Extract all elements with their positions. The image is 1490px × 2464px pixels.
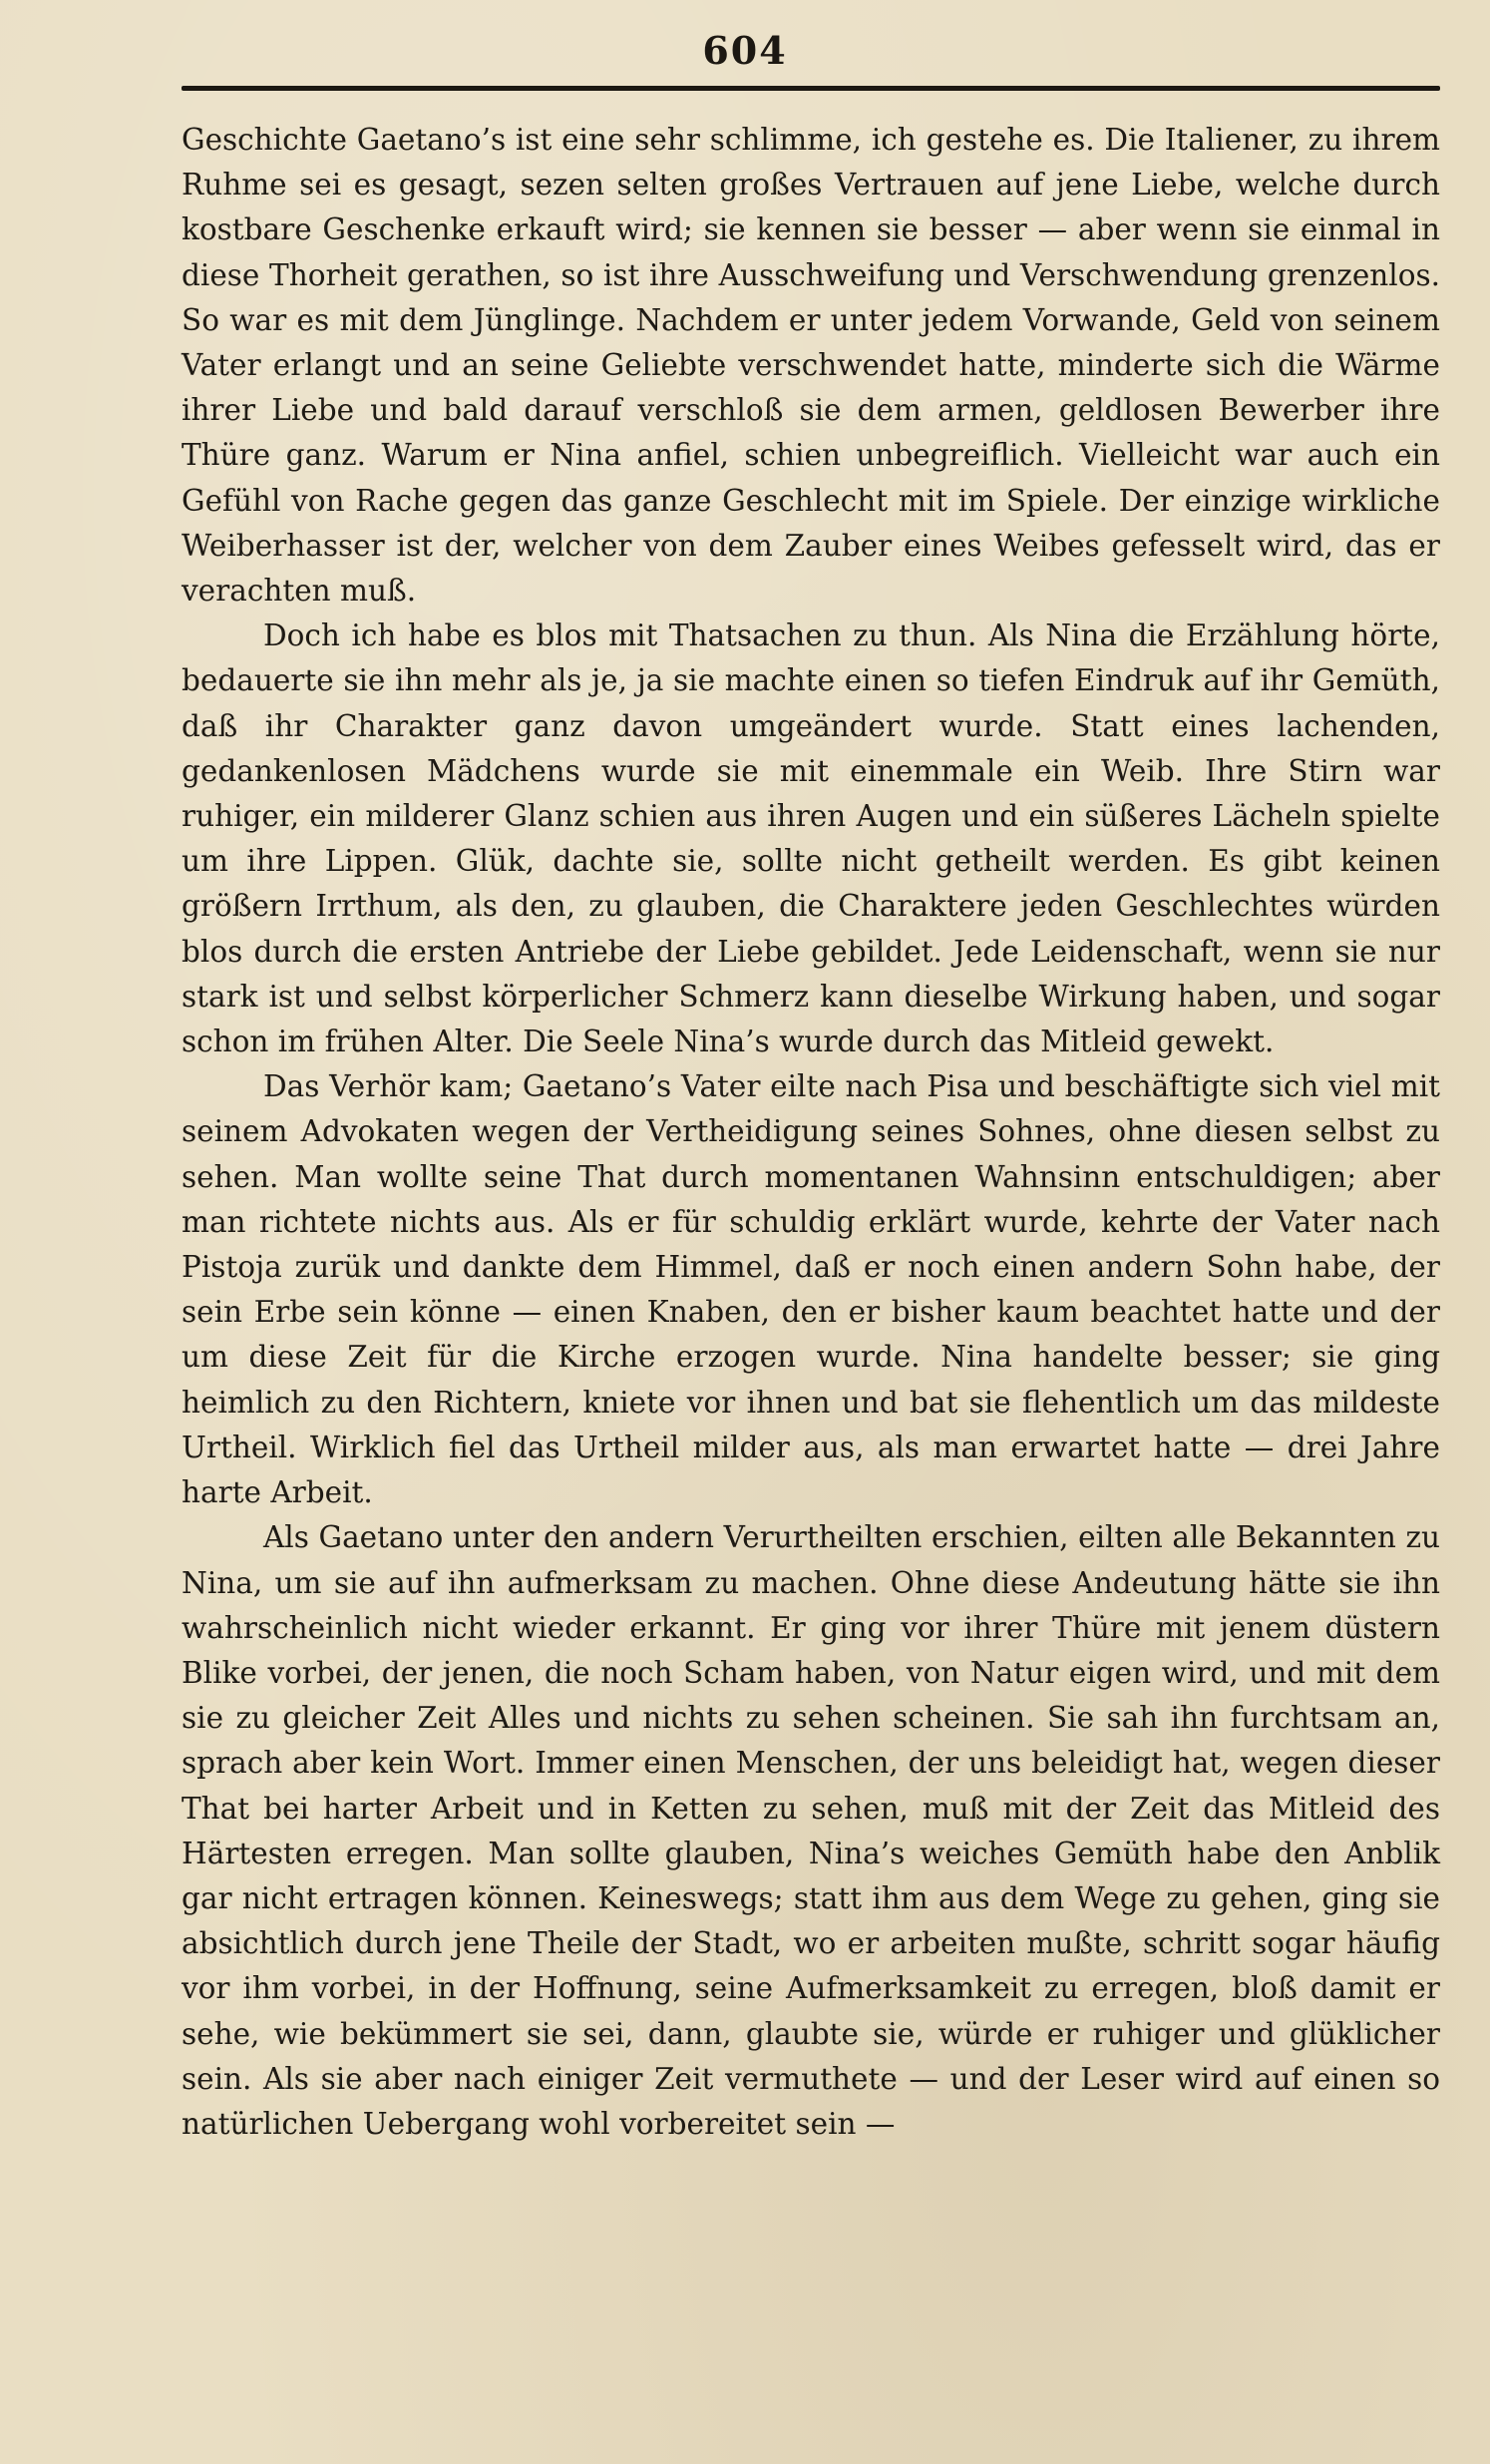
paragraph: Das Verhör kam; Gaetano’s Vater eilte nach Pisa und beschäftigte sich viel mit seinem Advokaten wegen der Vertheidigung seines Sohnes, ohne diesen selbst zu sehen. Man wollte seine That durch momentanen Wahnsinn entschuldigen; aber man richtete nichts aus. Als er für schuldig erklärt wurde, kehrte der Vater nach Pistoja zurük und dankte dem Himmel, daß er noch einen andern Sohn habe, der sein Erbe sein könne — einen Knaben, den er bisher kaum beachtet hatte und der um diese Zeit für die Kirche erzogen wurde. Nina handelte besser; sie ging heimlich zu den Richtern, kniete vor ihnen und bat sie flehentlich um das mildeste Urtheil. Wirklich fiel das Urtheil milder aus, als man erwartet hatte — drei Jahre harte Arbeit.	[182, 1069, 1440, 1510]
page-number: 604	[702, 28, 788, 73]
paragraph: Als Gaetano unter den andern Verurtheilten erschien, eilten alle Bekannten zu Nina, um sie auf ihn aufmerksam zu machen. Ohne diese Andeutung hätte sie ihn wahrscheinlich nicht wieder erkannt. Er ging vor ihrer Thüre mit jenem düstern Blike vorbei, der jenen, die noch Scham haben, von Natur eigen wird, und mit dem sie zu gleicher Zeit Alles und nichts zu sehen scheinen. Sie sah ihn furchtsam an, sprach aber kein Wort. Immer einen Menschen, der uns beleidigt hat, wegen dieser That bei harter Arbeit und in Ketten zu sehen, muß mit der Zeit das Mitleid des Härtesten erregen. Man sollte glauben, Nina’s weiches Gemüth habe den Anblik gar nicht ertragen können. Keineswegs; statt ihm aus dem Wege zu gehen, ging sie absichtlich durch jene Theile der Stadt, wo er arbeiten mußte, schritt sogar häufig vor ihm vorbei, in der Hoffnung, seine Aufmerksamkeit zu erregen, bloß damit er sehe, wie bekümmert sie sei, dann, glaubte sie, würde er ruhiger und glüklicher sein. Als sie aber nach einiger Zeit vermuthete — und der Leser wird auf einen so natürlichen Uebergang wohl vorbereitet sein —	[182, 1520, 1440, 2141]
paragraph: Doch ich habe es blos mit Thatsachen zu thun. Als Nina die Erzählung hörte, bedauerte sie ihn mehr als je, ja sie machte einen so tiefen Eindruk auf ihr Gemüth, daß ihr Charakter ganz davon umgeändert wurde. Statt eines lachenden, gedankenlosen Mädchens wurde sie mit einemmale ein Weib. Ihre Stirn war ruhiger, ein milderer Glanz schien aus ihren Augen und ein süßeres Lächeln spielte um ihre Lippen. Glük, dachte sie, sollte nicht getheilt werden. Es gibt keinen größern Irrthum, als den, zu glauben, die Charaktere jeden Geschlechtes würden blos durch die ersten Antriebe der Liebe gebildet. Jede Leidenschaft, wenn sie nur stark ist und selbst körperlicher Schmerz kann dieselbe Wirkung haben, und sogar schon im frühen Alter. Die Seele Nina’s wurde durch das Mitleid gewekt.	[182, 618, 1440, 1059]
header-rule	[182, 86, 1440, 91]
body-text	[182, 118, 1440, 2147]
paragraph: Geschichte Gaetano’s ist eine sehr schlimme, ich gestehe es. Die Italiener, zu ihrem Ruhme sei es gesagt, sezen selten großes Vertrauen auf jene Liebe, welche durch kostbare Geschenke erkauft wird; sie kennen sie besser — aber wenn sie einmal in diese Thorheit gerathen, so ist ihre Ausschweifung und Verschwendung grenzenlos. So war es mit dem Jünglinge. Nachdem er unter jedem Vorwande, Geld von seinem Vater erlangt und an seine Geliebte verschwendet hatte, minderte sich die Wärme ihrer Liebe und bald darauf verschloß sie dem armen, geldlosen Bewerber ihre Thüre ganz. Warum er Nina anfiel, schien unbegreiflich. Vielleicht war auch ein Gefühl von Rache gegen das ganze Geschlecht mit im Spiele. Der einzige wirkliche Weiberhasser ist der, welcher von dem Zauber eines Weibes gefesselt wird, das er verachten muß.	[182, 123, 1440, 609]
